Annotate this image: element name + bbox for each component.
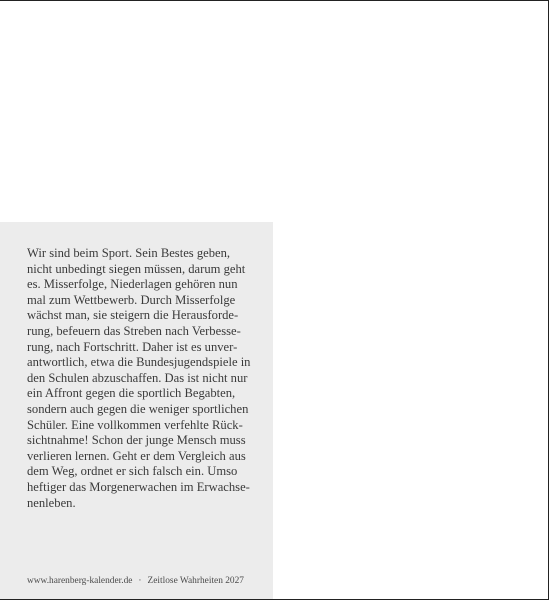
page-top-border bbox=[0, 0, 549, 1]
footer-title: Zeitlose Wahrheiten 2027 bbox=[147, 576, 244, 586]
text-line: wächst man, sie steigern die Herausforde- bbox=[27, 308, 239, 323]
text-line: verlieren lernen. Geht er dem Vergleich aus bbox=[27, 448, 246, 463]
text-line: Wir sind beim Sport. Sein Bestes geben, bbox=[27, 246, 231, 260]
text-line: mal zum Wettbewerb. Durch Misserfolge bbox=[27, 292, 236, 307]
card-footer bbox=[27, 575, 244, 587]
text-line: sondern auch gegen die weniger sportlichen bbox=[27, 401, 249, 416]
text-line: es. Misserfolge, Niederlagen gehören nun bbox=[27, 277, 238, 292]
text-line: rung, nach Fortschritt. Daher ist es unver- bbox=[27, 339, 238, 354]
text-line: antwortlich, etwa die Bundesjugendspiele in bbox=[27, 355, 251, 370]
footer-website: www.harenberg-kalender.de bbox=[27, 576, 133, 586]
text-line: ein Affront gegen die sportlich Begabten, bbox=[27, 386, 236, 401]
text-line: heftiger das Morgenerwachen im Erwachse- bbox=[27, 479, 250, 494]
quote-text bbox=[27, 246, 267, 511]
text-line: nenleben. bbox=[27, 495, 76, 510]
text-line: dem Weg, ordnet er sich falsch ein. Umso bbox=[27, 464, 238, 479]
text-line: den Schulen abzuschaffen. Das ist nicht nur bbox=[27, 370, 248, 385]
footer-separator: · bbox=[138, 576, 142, 586]
text-line: nicht unbedingt siegen müssen, darum geht bbox=[27, 261, 246, 276]
text-line: Schüler. Eine vollkommen verfehlte Rück- bbox=[27, 417, 243, 432]
text-line: rung, befeuern das Streben nach Verbesse- bbox=[27, 323, 241, 338]
text-line: sichtnahme! Schon der junge Mensch muss bbox=[27, 433, 246, 448]
